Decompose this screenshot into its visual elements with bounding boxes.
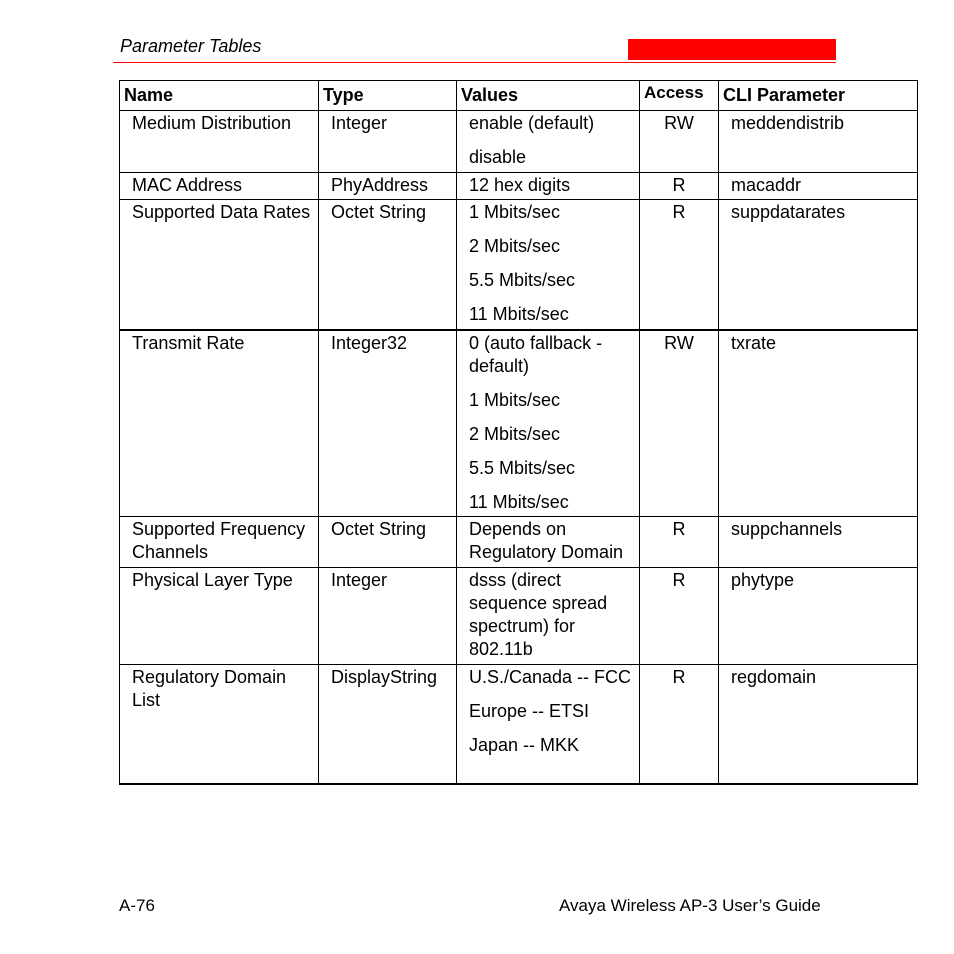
header-accent-bar <box>628 39 836 60</box>
table-row <box>120 111 918 173</box>
cell-name: Supported Frequency Channels <box>120 517 319 568</box>
value-item: 12 hex digits <box>469 175 571 195</box>
cell-values <box>457 330 640 517</box>
cell-cli-parameter: suppdatarates <box>719 200 918 330</box>
cell-type: Integer <box>319 111 457 173</box>
cell-type: Integer32 <box>319 330 457 517</box>
value-item: 11 Mbits/sec <box>469 304 569 324</box>
cell-values <box>457 568 640 665</box>
value-item: 1 Mbits/sec <box>469 389 561 410</box>
cell-type: Integer <box>319 568 457 665</box>
cell-access: R <box>640 200 719 330</box>
value-item: Japan -- MKK <box>469 735 580 755</box>
value-item: 2 Mbits/sec <box>469 423 561 444</box>
cell-values <box>457 200 640 330</box>
value-item: 1 Mbits/sec <box>469 202 561 222</box>
table-row <box>120 173 918 200</box>
cell-access: R <box>640 173 719 200</box>
page-number: A-76 <box>119 896 155 915</box>
column-header-values: Values <box>457 81 640 111</box>
table-header-row <box>120 81 918 111</box>
column-header-name: Name <box>120 81 319 111</box>
cell-name: Medium Distribution <box>120 111 319 173</box>
value-item: U.S./Canada -- FCC <box>469 667 632 687</box>
cell-cli-parameter: regdomain <box>719 665 918 784</box>
cell-access: R <box>640 517 719 568</box>
cell-access: RW <box>640 111 719 173</box>
value-item: 5.5 Mbits/sec <box>469 457 576 478</box>
cell-cli-parameter: suppchannels <box>719 517 918 568</box>
header-rule <box>113 62 836 63</box>
value-item: Depends on Regulatory Domain <box>469 519 624 562</box>
table-row <box>120 330 918 517</box>
cell-name: Physical Layer Type <box>120 568 319 665</box>
value-item: 5.5 Mbits/sec <box>469 270 576 290</box>
table-row <box>120 665 918 784</box>
value-item: disable <box>469 147 527 167</box>
cell-type: Octet String <box>319 200 457 330</box>
column-header-type: Type <box>319 81 457 111</box>
cell-values <box>457 665 640 784</box>
value-item: 0 (auto fallback - default) <box>469 332 603 376</box>
cell-values <box>457 111 640 173</box>
cell-type: DisplayString <box>319 665 457 784</box>
running-header-title: Parameter Tables <box>120 36 262 56</box>
table-row <box>120 517 918 568</box>
cell-type: PhyAddress <box>319 173 457 200</box>
cell-cli-parameter: phytype <box>719 568 918 665</box>
value-item: enable (default) <box>469 113 595 133</box>
cell-name: MAC Address <box>120 173 319 200</box>
value-item: Europe -- ETSI <box>469 701 590 721</box>
column-header-cli-parameter: CLI Parameter <box>719 81 918 111</box>
cell-access: R <box>640 568 719 665</box>
column-header-access: Access <box>640 81 719 111</box>
cell-cli-parameter: txrate <box>719 330 918 517</box>
cell-values <box>457 517 640 568</box>
table-row <box>120 200 918 330</box>
cell-access: R <box>640 665 719 784</box>
cell-type: Octet String <box>319 517 457 568</box>
cell-values <box>457 173 640 200</box>
value-item: dsss (direct sequence spread spectrum) for 802.11b <box>469 570 608 659</box>
cell-access: RW <box>640 330 719 517</box>
book-title: Avaya Wireless AP-3 User’s Guide <box>559 896 821 915</box>
parameter-table <box>119 80 918 785</box>
table-row <box>120 568 918 665</box>
cell-cli-parameter: meddendistrib <box>719 111 918 173</box>
cell-name: Transmit Rate <box>120 330 319 517</box>
value-item: 2 Mbits/sec <box>469 236 561 256</box>
cell-cli-parameter: macaddr <box>719 173 918 200</box>
cell-name: Regulatory Domain List <box>120 665 319 784</box>
value-item: 11 Mbits/sec <box>469 491 569 512</box>
cell-name: Supported Data Rates <box>120 200 319 330</box>
